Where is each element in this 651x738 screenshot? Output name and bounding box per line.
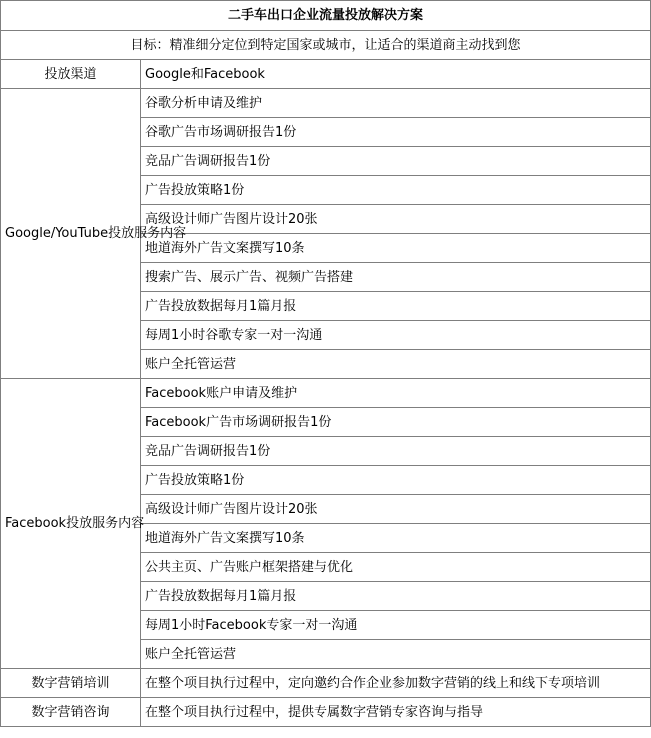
facebook-item: 高级设计师广告图片设计20张 <box>141 495 651 524</box>
subtitle-row <box>1 31 651 60</box>
title-row <box>1 1 651 31</box>
table-subtitle: 目标：精准细分定位到特定国家或城市，让适合的渠道商主动找到您 <box>1 31 651 60</box>
facebook-item: 广告投放数据每月1篇月报 <box>141 582 651 611</box>
consulting-label: 数字营销咨询 <box>1 698 141 727</box>
google-section-label: Google/YouTube投放服务内容 <box>1 89 141 379</box>
google-item: 谷歌广告市场调研报告1份 <box>141 118 651 147</box>
facebook-item: Facebook广告市场调研报告1份 <box>141 408 651 437</box>
google-row <box>1 89 651 118</box>
channel-row <box>1 60 651 89</box>
google-item: 广告投放策略1份 <box>141 176 651 205</box>
channel-value: Google和Facebook <box>141 60 651 89</box>
google-item: 账户全托管运营 <box>141 350 651 379</box>
facebook-row <box>1 379 651 408</box>
google-item: 谷歌分析申请及维护 <box>141 89 651 118</box>
facebook-item: 地道海外广告文案撰写10条 <box>141 524 651 553</box>
google-item: 地道海外广告文案撰写10条 <box>141 234 651 263</box>
facebook-item: 每周1小时Facebook专家一对一沟通 <box>141 611 651 640</box>
google-item: 竞品广告调研报告1份 <box>141 147 651 176</box>
google-item: 广告投放数据每月1篇月报 <box>141 292 651 321</box>
table-title: 二手车出口企业流量投放解决方案 <box>1 1 651 31</box>
training-value: 在整个项目执行过程中，定向邀约合作企业参加数字营销的线上和线下专项培训 <box>141 669 651 698</box>
facebook-item: 公共主页、广告账户框架搭建与优化 <box>141 553 651 582</box>
facebook-item: Facebook账户申请及维护 <box>141 379 651 408</box>
facebook-item: 竞品广告调研报告1份 <box>141 437 651 466</box>
consulting-row <box>1 698 651 727</box>
channel-label: 投放渠道 <box>1 60 141 89</box>
google-item: 搜索广告、展示广告、视频广告搭建 <box>141 263 651 292</box>
facebook-item: 广告投放策略1份 <box>141 466 651 495</box>
training-label: 数字营销培训 <box>1 669 141 698</box>
consulting-value: 在整个项目执行过程中，提供专属数字营销专家咨询与指导 <box>141 698 651 727</box>
google-item: 高级设计师广告图片设计20张 <box>141 205 651 234</box>
google-item: 每周1小时谷歌专家一对一沟通 <box>141 321 651 350</box>
facebook-section-label: Facebook投放服务内容 <box>1 379 141 669</box>
facebook-item: 账户全托管运营 <box>141 640 651 669</box>
training-row <box>1 669 651 698</box>
